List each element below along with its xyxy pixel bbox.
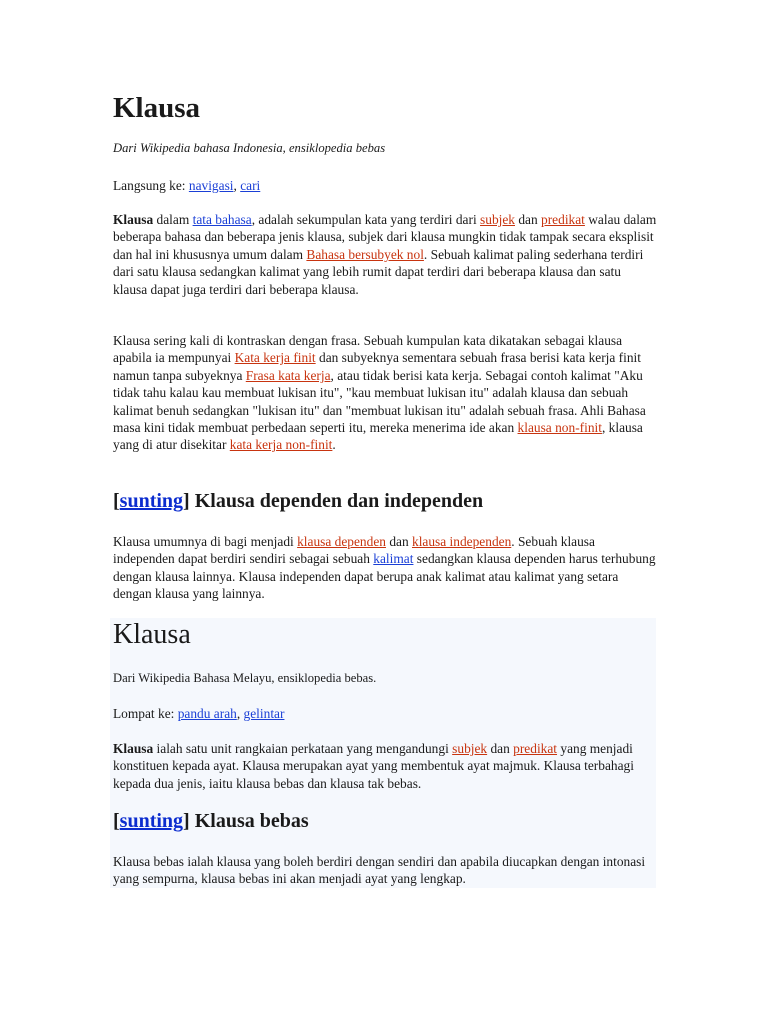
- heading-text: Klausa dependen dan independen: [189, 490, 484, 512]
- search-link[interactable]: cari: [240, 178, 261, 193]
- text: dan: [385, 534, 412, 549]
- section-heading-dependen: [113, 489, 483, 513]
- text: dan: [487, 741, 514, 756]
- bracket: ]: [183, 810, 190, 832]
- malay-jump-to-line: [113, 705, 658, 722]
- text: dan: [515, 212, 542, 227]
- text: Klausa sering kali di kontraskan dengan frasa. Sebuah kumpulan kata dikatakan sebagai klausa apabila ia mempunyai: [113, 333, 623, 366]
- text: , atau tidak berisi kata kerja. Sebagai contoh kalimat "Aku tidak tahu kalau kau membuat lukisan itu", "kau membuat lukisan itu" adalah klausa dan sebuah kalimat benuh sedangkan "lukisan itu" dan "membuat lukisan itu" adalah sebuah frasa. Ahli Bahasa masa kini tidak membuat perbedaan seperti itu, mereka menerima ide akan: [113, 367, 646, 436]
- link-subjek[interactable]: subjek: [480, 212, 515, 227]
- link-kata-kerja-non-finit[interactable]: kata kerja non-finit: [229, 437, 333, 453]
- malay-paragraph-intro: [113, 740, 658, 792]
- text: dalam: [153, 212, 193, 227]
- text: , klausa yang di atur disekitar: [113, 420, 643, 453]
- text: dan subyeknya sementara sebuah frasa berisi kata kerja finit namun tanpa subyeknya: [113, 350, 641, 383]
- section-heading-klausa-bebas: [113, 809, 309, 833]
- heading-text: Klausa bebas: [189, 810, 309, 832]
- link-frasa-kata-kerja[interactable]: Frasa kata kerja: [245, 367, 331, 383]
- link-bahasa-bersubyek-nol[interactable]: Bahasa bersubyek nol: [306, 246, 424, 262]
- navigation-link[interactable]: navigasi: [188, 178, 234, 193]
- paragraph-dependen: [113, 533, 658, 603]
- text: . Sebuah kalimat paling sederhana terdiri dari satu klausa sedangkan kalimat yang lebih rumit dapat terdiri dari beberapa klausa dan satu klausa dapat juga terdiri dari beberapa klausa.: [113, 246, 644, 297]
- text: , adalah sekumpulan kata yang terdiri dari: [251, 212, 481, 227]
- jump-to-line: [113, 177, 658, 194]
- article-title: Klausa: [113, 92, 201, 124]
- text: walau dalam beberapa bahasa dan beberapa jenis klausa, subjek dari klausa mungkin tidak tampak secara eksplisit dan hal ini khususnya umum dalam: [113, 212, 657, 262]
- malay-paragraph-bebas: Klausa bebas ialah klausa yang boleh berdiri dengan sendiri dan apabila diucapkan dengan intonasi yang sempurna, klausa bebas ini akan menjadi ayat yang lengkap.: [113, 854, 646, 887]
- link-klausa-non-finit[interactable]: klausa non-finit: [517, 420, 602, 436]
- edit-section-link[interactable]: sunting: [119, 490, 184, 512]
- source-line: Dari Wikipedia bahasa Indonesia, ensiklopedia bebas: [113, 141, 386, 155]
- text: . Sebuah klausa independen dapat berdiri sendiri sebagai sebuah: [113, 534, 595, 567]
- pandu-arah-link[interactable]: pandu arah: [177, 706, 237, 721]
- jump-label: Lompat ke:: [113, 706, 178, 721]
- link-subjek[interactable]: subjek: [452, 741, 488, 756]
- link-klausa-independen[interactable]: klausa independen: [412, 534, 512, 549]
- text: Klausa umumnya di bagi menjadi: [113, 534, 298, 549]
- text: yang menjadi konstituen kepada ayat. Klausa merupakan ayat yang membentuk ayat majmuk. Klausa terbahagi kepada dua jenis, iaitu klausa bebas dan klausa tak bebas.: [113, 741, 634, 791]
- link-predikat[interactable]: predikat: [541, 212, 585, 227]
- malay-article-title: Klausa: [113, 619, 191, 650]
- link-kata-kerja-finit[interactable]: Kata kerja finit: [234, 350, 316, 366]
- gelintar-link[interactable]: gelintar: [243, 706, 285, 721]
- text: ialah satu unit rangkaian perkataan yang mengandungi: [153, 741, 453, 756]
- text: .: [332, 437, 336, 453]
- text: sedangkan klausa dependen harus terhubung dengan klausa lainnya. Klausa independen dapat berupa anak kalimat atau kalimat yang setara dengan klausa yang lainnya.: [113, 551, 656, 602]
- jump-label: Langsung ke:: [113, 178, 189, 193]
- malay-source-line: Dari Wikipedia Bahasa Melayu, ensiklopedia bebas.: [113, 671, 377, 685]
- bold-term: Klausa: [113, 741, 154, 756]
- jump-separator: ,: [236, 706, 244, 721]
- bold-term: Klausa: [113, 212, 154, 227]
- paragraph-frasa: [113, 332, 658, 454]
- link-kalimat[interactable]: kalimat: [373, 551, 414, 567]
- jump-separator: ,: [233, 178, 241, 193]
- bracket: ]: [183, 490, 190, 512]
- edit-section-link[interactable]: sunting: [119, 810, 184, 832]
- bracket: [: [113, 490, 120, 512]
- link-tata-bahasa[interactable]: tata bahasa: [192, 212, 252, 227]
- link-klausa-dependen[interactable]: klausa dependen: [297, 534, 386, 549]
- bracket: [: [113, 810, 120, 832]
- paragraph-intro: [113, 211, 658, 298]
- link-predikat[interactable]: predikat: [513, 741, 558, 756]
